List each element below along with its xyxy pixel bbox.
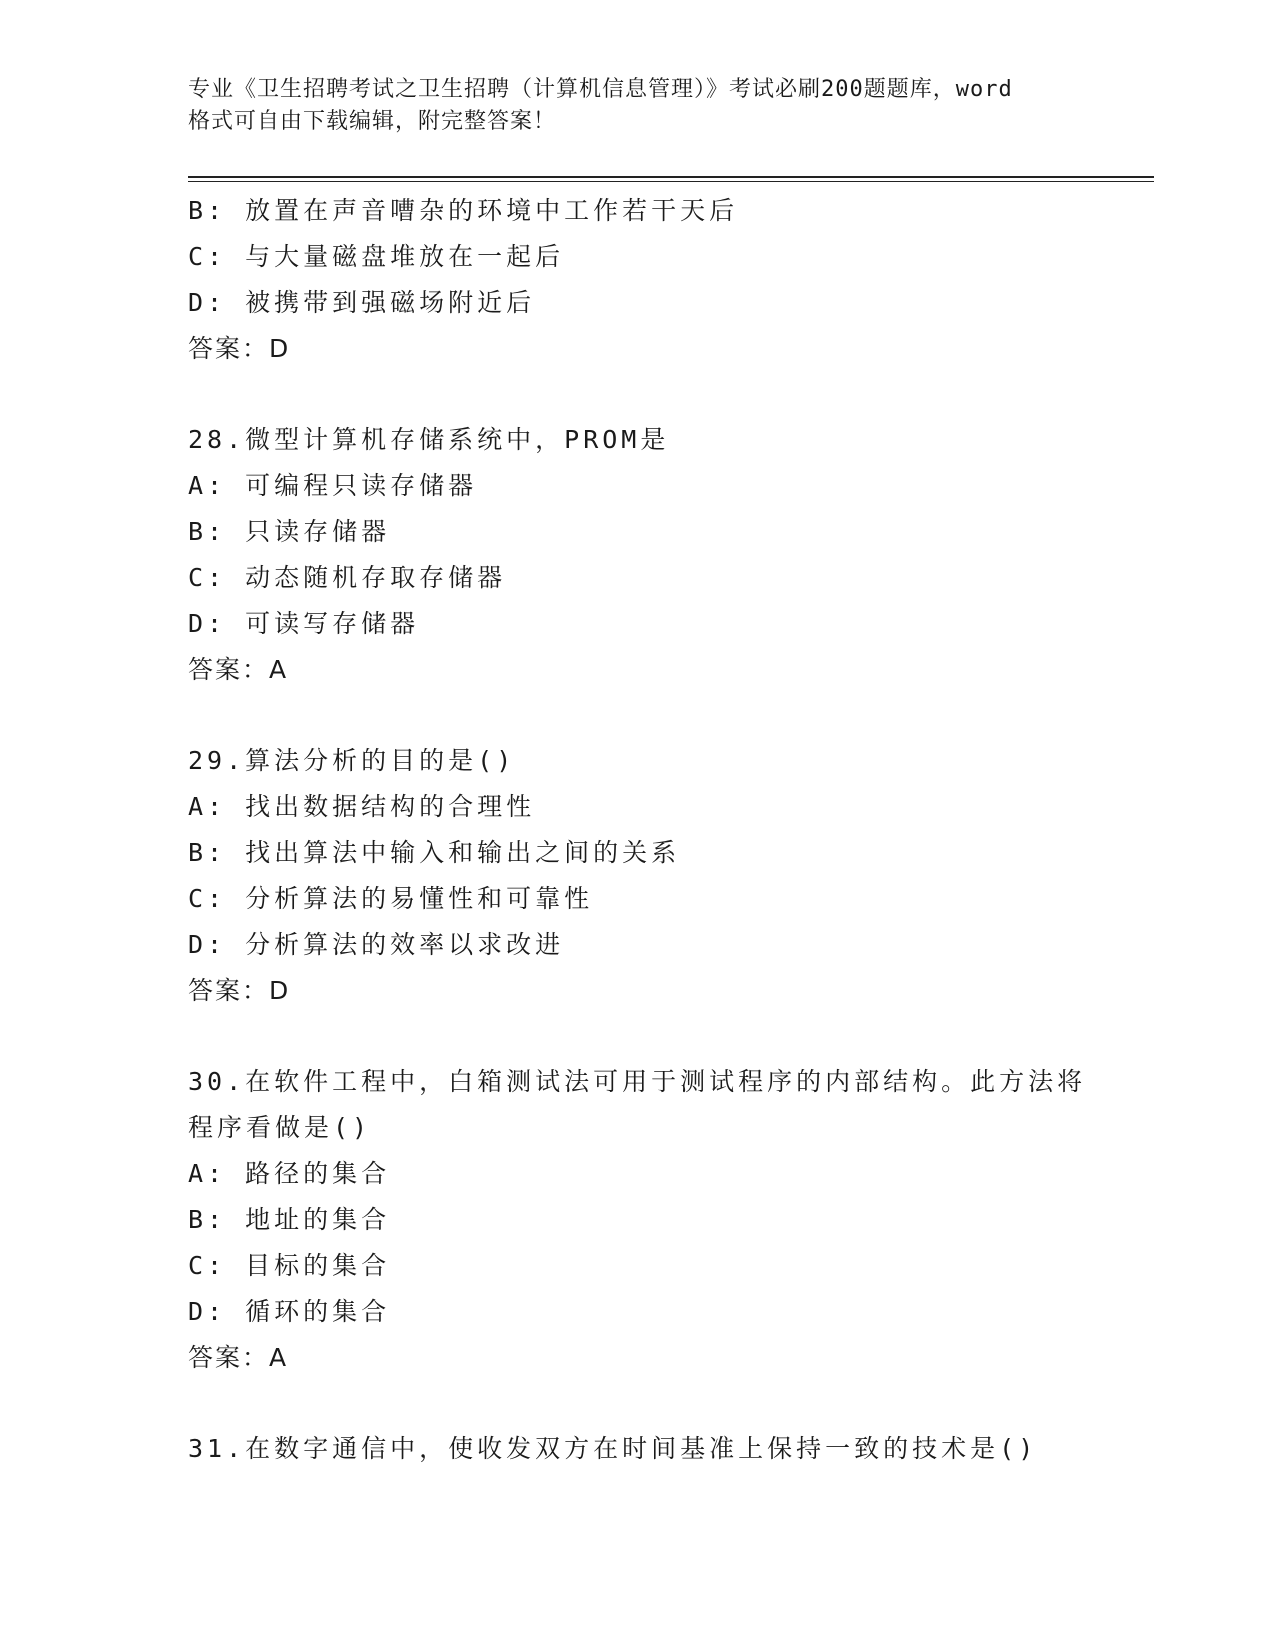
question-stem: 31.在数字通信中，使收发双方在时间基准上保持一致的技术是() xyxy=(188,1434,1038,1463)
answer-line: 答案：A xyxy=(188,655,289,684)
option-c: C: 目标的集合 xyxy=(188,1251,391,1280)
option-d: D: 分析算法的效率以求改进 xyxy=(188,930,565,959)
option-b: B: 放置在声音嘈杂的环境中工作若干天后 xyxy=(188,196,739,225)
question-29 xyxy=(188,738,1088,1014)
option-c: C: 动态随机存取存储器 xyxy=(188,563,507,592)
question-gap xyxy=(188,1014,1088,1059)
question-stem-continued: 程序看做是() xyxy=(188,1113,372,1142)
question-30 xyxy=(188,1059,1088,1381)
question-gap xyxy=(188,1381,1088,1426)
header-divider-thick xyxy=(188,176,1154,178)
header-line-2: 格式可自由下载编辑，附完整答案！ xyxy=(188,109,557,134)
header-divider-thin xyxy=(188,181,1154,182)
option-d: D: 被携带到强磁场附近后 xyxy=(188,288,536,317)
question-31 xyxy=(188,1426,1088,1472)
option-a: A: 可编程只读存储器 xyxy=(188,471,478,500)
option-b: B: 地址的集合 xyxy=(188,1205,391,1234)
question-gap xyxy=(188,693,1088,738)
option-a: A: 找出数据结构的合理性 xyxy=(188,792,536,821)
question-27-continued xyxy=(188,188,1088,372)
option-b: B: 找出算法中输入和输出之间的关系 xyxy=(188,838,681,867)
question-stem: 30.在软件工程中，白箱测试法可用于测试程序的内部结构。此方法将 xyxy=(188,1067,1087,1096)
question-list xyxy=(188,188,1088,1472)
option-b: B: 只读存储器 xyxy=(188,517,391,546)
question-stem: 29.算法分析的目的是() xyxy=(188,746,516,775)
option-a: A: 路径的集合 xyxy=(188,1159,391,1188)
answer-line: 答案：D xyxy=(188,976,291,1005)
document-header xyxy=(188,74,1088,138)
header-line-1: 专业《卫生招聘考试之卫生招聘（计算机信息管理）》考试必刷200题题库，word xyxy=(188,77,1013,102)
question-28 xyxy=(188,417,1088,693)
question-gap xyxy=(188,372,1088,417)
option-c: C: 与大量磁盘堆放在一起后 xyxy=(188,242,565,271)
answer-line: 答案：D xyxy=(188,334,291,363)
option-d: D: 循环的集合 xyxy=(188,1297,391,1326)
option-d: D: 可读写存储器 xyxy=(188,609,420,638)
question-stem: 28.微型计算机存储系统中，PROM是 xyxy=(188,425,670,454)
answer-line: 答案：A xyxy=(188,1343,289,1372)
option-c: C: 分析算法的易懂性和可靠性 xyxy=(188,884,594,913)
